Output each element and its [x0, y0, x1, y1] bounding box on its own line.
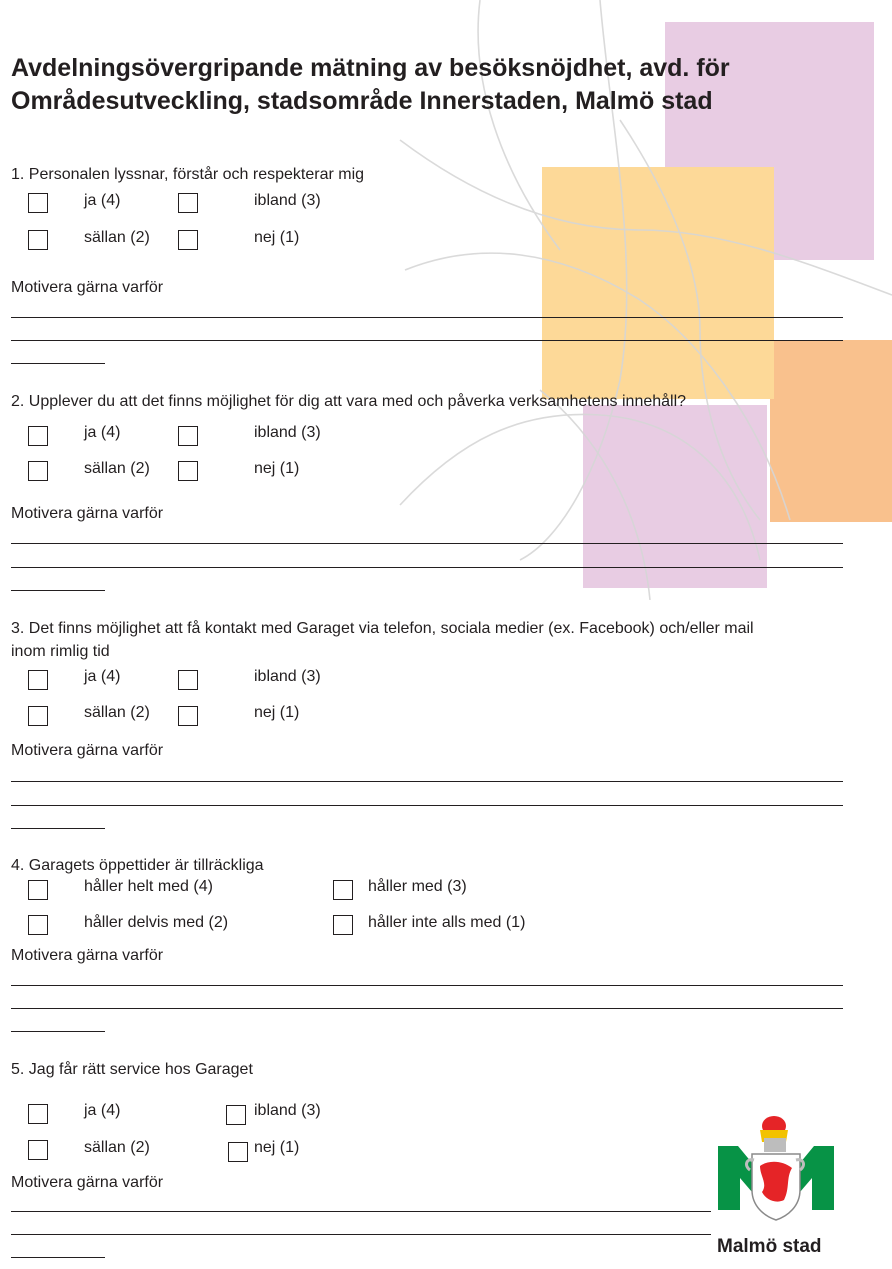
checkbox-q5-nej[interactable] — [228, 1142, 248, 1162]
checkbox-q2-ibland[interactable] — [178, 426, 198, 446]
option-label: håller inte alls med (1) — [368, 914, 526, 931]
question-3-title-line-1: 3. Det finns möjlighet att få kontakt med Garaget via telefon, sociala medier (ex. Facebook) och/eller mail — [11, 620, 754, 637]
answer-line[interactable] — [11, 1234, 711, 1235]
option-label: ja (4) — [84, 668, 121, 685]
answer-line[interactable] — [11, 1257, 105, 1258]
motivate-label: Motivera gärna varför — [11, 947, 164, 964]
checkbox-q4-haller-delvis-med[interactable] — [28, 915, 48, 935]
option-label: ibland (3) — [254, 424, 321, 441]
option-label: håller helt med (4) — [84, 878, 213, 895]
answer-line[interactable] — [11, 590, 105, 591]
checkbox-q3-ibland[interactable] — [178, 670, 198, 690]
motivate-label: Motivera gärna varför — [11, 742, 164, 759]
option-label: håller delvis med (2) — [84, 914, 229, 931]
option-label: håller med (3) — [368, 878, 467, 895]
question-1-title: 1. Personalen lyssnar, förstår och respekterar mig — [11, 166, 365, 183]
option-label: nej (1) — [254, 229, 300, 246]
option-label: nej (1) — [254, 704, 300, 721]
question-5-title: 5. Jag får rätt service hos Garaget — [11, 1061, 253, 1078]
option-label: nej (1) — [254, 460, 300, 477]
option-label: ja (4) — [84, 192, 121, 209]
checkbox-q3-nej[interactable] — [178, 706, 198, 726]
answer-line[interactable] — [11, 543, 843, 544]
option-label: nej (1) — [254, 1139, 300, 1156]
title-line-1: Avdelningsövergripande mätning av besöksnöjdhet, avd. för — [11, 54, 730, 82]
page-title — [11, 52, 831, 118]
option-label: sällan (2) — [84, 704, 150, 721]
checkbox-q2-sallan[interactable] — [28, 461, 48, 481]
title-line-2: Områdesutveckling, stadsområde Innerstaden, Malmö stad — [11, 87, 713, 115]
checkbox-q4-haller-helt-med[interactable] — [28, 880, 48, 900]
checkbox-q4-haller-inte-alls-med[interactable] — [333, 915, 353, 935]
motivate-label: Motivera gärna varför — [11, 279, 164, 296]
checkbox-q5-ja[interactable] — [28, 1104, 48, 1124]
answer-line[interactable] — [11, 1008, 843, 1009]
checkbox-q4-haller-med[interactable] — [333, 880, 353, 900]
checkbox-q3-sallan[interactable] — [28, 706, 48, 726]
option-label: ja (4) — [84, 424, 121, 441]
logo-text: Malmö stad — [717, 1236, 822, 1257]
answer-line[interactable] — [11, 363, 105, 364]
option-label: ibland (3) — [254, 668, 321, 685]
checkbox-q1-ibland[interactable] — [178, 193, 198, 213]
question-3-title-line-2: inom rimlig tid — [11, 643, 110, 660]
checkbox-q3-ja[interactable] — [28, 670, 48, 690]
malmo-stad-logo-icon — [716, 1108, 836, 1238]
checkbox-q2-ja[interactable] — [28, 426, 48, 446]
question-2-title: 2. Upplever du att det finns möjlighet för dig att vara med och påverka verksamhetens innehåll? — [11, 393, 687, 410]
option-label: ibland (3) — [254, 192, 321, 209]
answer-line[interactable] — [11, 340, 843, 341]
checkbox-q2-nej[interactable] — [178, 461, 198, 481]
checkbox-q1-ja[interactable] — [28, 193, 48, 213]
option-label: sällan (2) — [84, 460, 150, 477]
answer-line[interactable] — [11, 805, 843, 806]
answer-line[interactable] — [11, 781, 843, 782]
option-label: ibland (3) — [254, 1102, 321, 1119]
checkbox-q5-ibland[interactable] — [226, 1105, 246, 1125]
checkbox-q1-sallan[interactable] — [28, 230, 48, 250]
answer-line[interactable] — [11, 317, 843, 318]
checkbox-q1-nej[interactable] — [178, 230, 198, 250]
motivate-label: Motivera gärna varför — [11, 1174, 164, 1191]
option-label: sällan (2) — [84, 1139, 150, 1156]
checkbox-q5-sallan[interactable] — [28, 1140, 48, 1160]
answer-line[interactable] — [11, 828, 105, 829]
answer-line[interactable] — [11, 985, 843, 986]
question-4-title: 4. Garagets öppettider är tillräckliga — [11, 857, 264, 874]
answer-line[interactable] — [11, 567, 843, 568]
motivate-label: Motivera gärna varför — [11, 505, 164, 522]
option-label: sällan (2) — [84, 229, 150, 246]
answer-line[interactable] — [11, 1031, 105, 1032]
option-label: ja (4) — [84, 1102, 121, 1119]
question-3-title — [11, 617, 851, 663]
answer-line[interactable] — [11, 1211, 711, 1212]
